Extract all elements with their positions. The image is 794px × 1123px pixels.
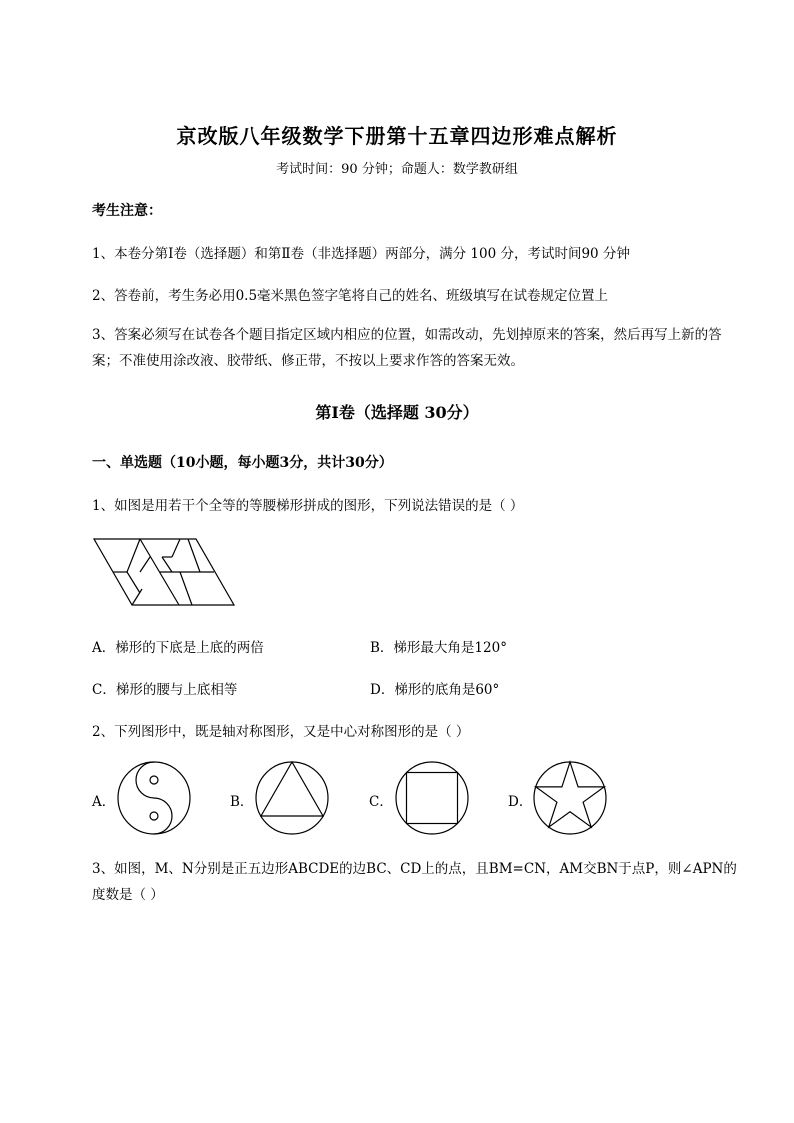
notice-item-2: 2、答卷前，考生务必用0.5毫米黑色签字笔将自己的姓名、班级填写在试卷规定位置上 [92, 288, 609, 304]
question-2-stem: 2、下列图形中，既是轴对称图形，又是中心对称图形的是（ ） [92, 724, 470, 740]
section-title: 第Ⅰ卷（选择题 30分） [315, 403, 479, 422]
trapezoid-tiling-figure [92, 537, 238, 607]
page-title: 京改版八年级数学下册第十五章四边形难点解析 [176, 124, 618, 148]
question-3-stem: 3、如图，M、N分别是正五边形ABCDE的边BC、CD上的点，且BM=CN，AM交BN于点P，则∠APN的度数是（ ） [92, 861, 737, 903]
yin-yang-icon [116, 760, 192, 836]
q1-option-c: C．梯形的腰与上底相等 [92, 682, 238, 698]
star-in-circle-icon [532, 760, 608, 836]
q1-option-b: B．梯形最大角是120° [370, 640, 507, 656]
notice-item-1: 1、本卷分第Ⅰ卷（选择题）和第Ⅱ卷（非选择题）两部分，满分 100 分，考试时间90 分钟 [92, 246, 630, 262]
q2-option-b-label: B． [230, 794, 254, 810]
q1-option-a: A．梯形的下底是上底的两倍 [92, 640, 264, 656]
notice-item-3: 3、答案必须写在试卷各个题目指定区域内相应的位置，如需改动，先划掉原来的答案，然后再写上新的答案；不准使用涂改液、胶带纸、修正带，不按以上要求作答的答案无效。 [92, 327, 722, 369]
q1-option-d: D．梯形的底角是60° [370, 682, 500, 698]
q2-option-a-label: A． [92, 794, 116, 810]
part-heading: 一、单选题（10小题，每小题3分，共计30分） [92, 455, 393, 471]
q2-option-c-label: C． [369, 794, 393, 810]
triangle-in-circle-icon [254, 760, 330, 836]
square-in-circle-icon [394, 760, 470, 836]
notice-heading: 考生注意： [92, 203, 162, 219]
exam-info: 考试时间：90 分钟；命题人：数学教研组 [276, 162, 518, 177]
question-1-stem: 1、如图是用若干个全等的等腰梯形拼成的图形，下列说法错误的是（ ） [92, 498, 524, 514]
q2-option-d-label: D． [508, 794, 533, 810]
